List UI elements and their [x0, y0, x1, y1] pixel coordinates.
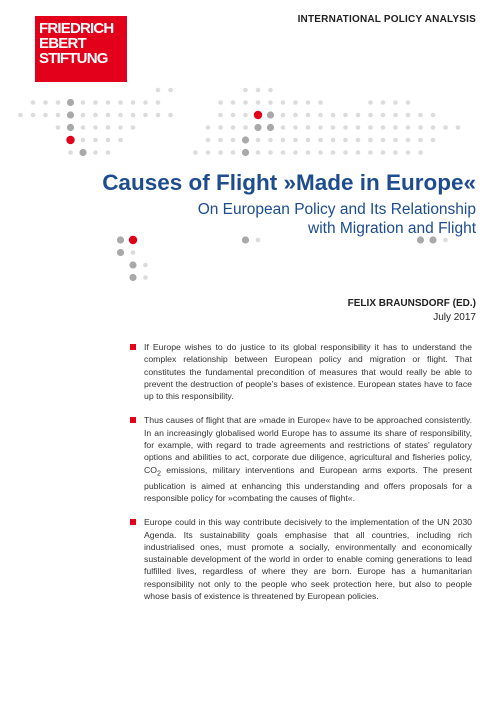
map-dot	[67, 111, 74, 118]
map-dot	[393, 100, 398, 105]
map-dot	[393, 138, 398, 143]
map-dot	[318, 113, 323, 118]
map-dot	[256, 150, 261, 155]
map-dot	[79, 149, 86, 156]
subtitle-line-2: with Migration and Flight	[308, 220, 476, 237]
map-dot	[106, 113, 111, 118]
map-dot	[256, 88, 261, 93]
map-dot	[218, 113, 223, 118]
map-dot	[106, 100, 111, 105]
map-dot	[306, 125, 311, 130]
map-dot	[218, 100, 223, 105]
map-dot	[443, 238, 448, 243]
bullet-square-icon	[130, 344, 136, 350]
key-point	[130, 341, 472, 402]
map-dot	[318, 100, 323, 105]
map-dot	[256, 138, 261, 143]
map-dot	[431, 113, 436, 118]
map-dot	[256, 238, 261, 243]
map-dot	[206, 125, 211, 130]
map-dot	[231, 138, 236, 143]
key-point-text: Europe could in this way contribute decisively to the implementation of the UN 2030 Agenda. Its sustainability goals emphasise that all countries, including rich industrialised ones, must promote a socially, environmentally and economically sustainable development of the world in order to enable coming generations to lead fulfilled lives, regardless of where they are born. Europe has a humanitarian responsibility not only to the people who seek protection here, but also to people whose basis of existence is threatened by European policies.	[144, 517, 472, 602]
map-dot	[31, 113, 36, 118]
map-dot	[381, 125, 386, 130]
map-dot	[243, 125, 248, 130]
publication-date: July 2017	[433, 312, 476, 323]
map-dot	[268, 138, 273, 143]
subtitle-line-1: On European Policy and Its Relationship	[197, 201, 476, 218]
map-dot	[256, 100, 261, 105]
map-dot	[118, 125, 123, 130]
map-dot	[193, 150, 198, 155]
map-dot	[293, 150, 298, 155]
map-dot	[268, 88, 273, 93]
map-dot	[356, 150, 361, 155]
map-dot	[93, 125, 98, 130]
map-dot	[168, 113, 173, 118]
document-title: Causes of Flight »Made in Europe«	[102, 170, 476, 195]
map-dot	[368, 150, 373, 155]
map-dot	[331, 138, 336, 143]
map-dot	[218, 125, 223, 130]
map-dot	[393, 113, 398, 118]
map-dot	[243, 113, 248, 118]
map-highlight-dot	[254, 111, 262, 119]
key-points-list	[130, 341, 472, 614]
map-dot	[368, 125, 373, 130]
map-dot	[218, 138, 223, 143]
map-dot	[243, 100, 248, 105]
map-dot	[318, 150, 323, 155]
series-label: INTERNATIONAL POLICY ANALYSIS	[297, 14, 476, 25]
map-dot	[406, 113, 411, 118]
map-dot	[418, 138, 423, 143]
map-dot	[267, 111, 274, 118]
map-dot	[293, 113, 298, 118]
map-dot	[206, 150, 211, 155]
map-dot	[456, 125, 461, 130]
map-dot	[318, 138, 323, 143]
map-dot	[406, 138, 411, 143]
map-dot	[343, 150, 348, 155]
map-dot	[131, 100, 136, 105]
map-dot	[231, 100, 236, 105]
key-point	[130, 414, 472, 504]
map-dot	[156, 88, 161, 93]
map-dot	[93, 150, 98, 155]
co2-text: CO	[144, 464, 158, 475]
map-dot	[393, 150, 398, 155]
bullet-square-icon	[130, 417, 136, 423]
map-dot	[406, 150, 411, 155]
map-dot	[368, 138, 373, 143]
map-dot	[118, 113, 123, 118]
map-dot	[293, 138, 298, 143]
map-dot	[129, 274, 136, 281]
map-dot	[93, 100, 98, 105]
map-dot	[293, 100, 298, 105]
map-dot	[81, 125, 86, 130]
document-subtitle	[198, 200, 476, 238]
map-dot	[356, 113, 361, 118]
map-dot	[343, 113, 348, 118]
map-dot	[381, 138, 386, 143]
logo-line-1: FRIEDRICH	[39, 20, 114, 37]
map-dot	[343, 125, 348, 130]
map-dot	[368, 113, 373, 118]
map-dot	[281, 150, 286, 155]
map-dot	[81, 138, 86, 143]
map-dot	[67, 124, 74, 131]
map-dot	[56, 113, 61, 118]
logo-line-2: EBERT	[39, 35, 86, 52]
map-dot	[143, 263, 148, 268]
map-dot	[368, 100, 373, 105]
map-dot	[306, 113, 311, 118]
map-dot	[331, 125, 336, 130]
map-dot	[118, 100, 123, 105]
map-dot	[67, 99, 74, 106]
map-highlight-dot	[129, 236, 137, 244]
map-dot	[117, 249, 124, 256]
map-dot	[131, 113, 136, 118]
map-dot	[117, 236, 124, 243]
map-dot	[242, 136, 249, 143]
dot-world-map	[0, 0, 504, 320]
map-dot	[331, 150, 336, 155]
map-dot	[131, 250, 136, 255]
map-dot	[93, 113, 98, 118]
map-dot	[56, 125, 61, 130]
map-dot	[281, 125, 286, 130]
map-dot	[231, 150, 236, 155]
map-dot	[318, 125, 323, 130]
key-point-text: Thus causes of flight that are »made in Europe« have to be approached consistently. In an increasingly globalised world Europe has to assume its share of responsibility, for example, with regard to trade agreements and restrictions of states’ regulatory options and abilities to act, corporate due diligence, agricultural and fisheries policy,	[144, 415, 472, 463]
map-dot	[242, 149, 249, 156]
key-point-text-cont: emissions, military interventions and European arms exports. The present publication is aimed at enhancing this understanding and offers proposals for a responsible policy for »combating the causes of flight«.	[144, 464, 472, 503]
map-dot	[443, 125, 448, 130]
co2-subscript: 2	[157, 468, 162, 478]
map-dot	[281, 100, 286, 105]
map-dot	[331, 113, 336, 118]
logo-line-3: STIFTUNG	[39, 50, 108, 67]
map-dot	[231, 113, 236, 118]
map-dot	[81, 113, 86, 118]
map-dot	[268, 150, 273, 155]
map-dot	[431, 125, 436, 130]
map-dot	[156, 113, 161, 118]
map-dot	[31, 100, 36, 105]
map-dot	[254, 124, 261, 131]
map-dot	[129, 261, 136, 268]
map-dot	[106, 125, 111, 130]
map-dot	[306, 138, 311, 143]
map-dot	[356, 138, 361, 143]
map-dot	[418, 150, 423, 155]
map-dot	[231, 125, 236, 130]
map-dot	[106, 138, 111, 143]
map-dot	[356, 125, 361, 130]
map-dot	[418, 113, 423, 118]
bullet-square-icon	[130, 519, 136, 525]
map-dot	[93, 138, 98, 143]
map-dot	[68, 150, 73, 155]
map-dot	[218, 150, 223, 155]
map-dot	[306, 150, 311, 155]
author: FELIX BRAUNSDORF (ED.)	[347, 298, 476, 309]
map-dot	[43, 113, 48, 118]
map-dot	[106, 150, 111, 155]
map-dot	[118, 138, 123, 143]
map-dot	[131, 125, 136, 130]
key-point	[130, 516, 472, 602]
map-dot	[431, 138, 436, 143]
map-dot	[381, 113, 386, 118]
map-dot	[206, 138, 211, 143]
map-dot	[156, 100, 161, 105]
map-dot	[406, 125, 411, 130]
map-dot	[306, 100, 311, 105]
map-dot	[143, 113, 148, 118]
map-dot	[18, 113, 23, 118]
map-dot	[281, 138, 286, 143]
map-dot	[343, 138, 348, 143]
map-dot	[381, 150, 386, 155]
map-dot	[393, 125, 398, 130]
map-dot	[56, 100, 61, 105]
map-dot	[243, 88, 248, 93]
key-point-text: If Europe wishes to do justice to its global responsibility it has to understand the complex relationship between European policy and migration or flight. That constitutes the fundamental precondition of measures that would really be able to prevent the destruction of people’s bases of existence. European states have to face up to this responsibility.	[144, 342, 472, 402]
map-dot	[43, 100, 48, 105]
map-dot	[293, 125, 298, 130]
map-dot	[268, 100, 273, 105]
map-dot	[381, 100, 386, 105]
map-dot	[143, 100, 148, 105]
map-dot	[168, 88, 173, 93]
map-dot	[143, 275, 148, 280]
map-highlight-dot	[66, 136, 74, 144]
map-dot	[406, 100, 411, 105]
map-dot	[267, 124, 274, 131]
map-dot	[81, 100, 86, 105]
map-dot	[281, 113, 286, 118]
map-dot	[418, 125, 423, 130]
